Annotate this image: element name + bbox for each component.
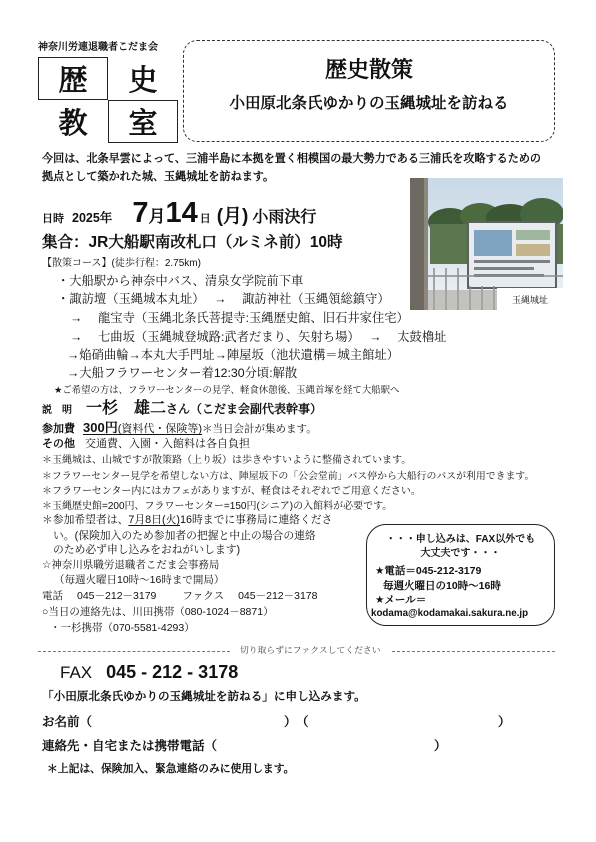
deadline-line: い。(保険加入のため参加者の把握と中止の場合の連絡 — [53, 530, 316, 542]
apply-line1: ・・・申し込みは、FAX以外でも — [385, 534, 536, 545]
apply-statement: 「小田原北条氏ゆかりの玉縄城址を訪ねる」に申し込みます。 — [42, 690, 366, 703]
guide-row — [42, 401, 322, 417]
schedule-year: 2025年 — [72, 211, 113, 225]
course-heading-row — [42, 259, 201, 269]
office-fax: 045－212－3178 — [238, 590, 318, 602]
signboard — [468, 222, 556, 288]
deadline-date: 7月8日(火) — [128, 514, 180, 526]
deadline-prefix: ＊参加希望者は、 — [42, 514, 129, 526]
paren-close: ） — [434, 739, 447, 753]
intro-line: 拠点として築かれた城、玉縄城址を訪ねます。 — [42, 171, 275, 183]
fee-detail: (資料代・保険等) — [117, 423, 203, 435]
course-note: ★ご希望の方は、フラワーセンターの見学、軽食休憩後、玉縄首塚を経て大船駅へ — [54, 384, 400, 395]
meeting-point: 集合：JR大船駅南改札口（ルミネ前）10時 — [42, 234, 343, 251]
deadline-line — [42, 515, 332, 526]
apply-phone: ★電話＝045-212-3179 — [375, 565, 482, 577]
apply-line2: 大丈夫です・・・ — [420, 548, 501, 559]
form-footnote: ＊上記は、保険加入、緊急連絡のみに使用します。 — [47, 763, 295, 775]
series-title-char: 室 — [108, 100, 178, 143]
paren-open: （ — [204, 739, 218, 753]
header-box — [183, 40, 555, 142]
fax-label: FAX — [60, 663, 93, 682]
cut-line-left — [38, 651, 230, 652]
paren-close: ） — [284, 715, 297, 729]
other-row — [42, 439, 250, 450]
note-line: ＊玉縄城は、山城ですが散策路（上り坂）は歩きやすいように整備されています。 — [42, 455, 412, 466]
course-line: → 龍宝寺（玉縄北条氏菩提寺:玉縄歴史館、旧石井家住宅） — [70, 311, 409, 325]
photo-caption: 玉縄城址 — [497, 288, 563, 310]
fax-number-row — [60, 663, 238, 681]
course-line: →大船フラワーセンター着12:30分頃:解散 — [67, 366, 298, 380]
fee-label: 参加費 — [42, 423, 75, 435]
contact-guide: ・一杉携帯（070-5581-4293） — [50, 622, 195, 634]
contact-day: ○当日の連絡先は、川田携帯（080-1024－8871） — [42, 606, 274, 618]
building-post — [410, 178, 424, 310]
schedule-month-unit: 月 — [148, 207, 166, 226]
schedule-day: 14 — [165, 197, 198, 229]
paren-open: （ — [79, 715, 93, 729]
guide-suffix: さん（こだま会副代表幹事） — [166, 402, 323, 416]
course-line: → 七曲坂（玉縄城登城路:武者だまり、矢射ち場） → 太鼓櫓址 — [70, 330, 447, 344]
fax-number: 045 - 212 - 3178 — [106, 662, 239, 682]
schedule-label: 日時 — [42, 213, 64, 225]
contact-label: 連絡先・自宅または携帯電話 — [42, 739, 205, 753]
series-title-grid — [38, 57, 178, 143]
office-tel: 045－212－3179 — [77, 590, 157, 602]
fee-note: ＊当日会計が集めます。 — [202, 423, 317, 435]
apply-mail-label: ★メール＝ — [375, 594, 427, 606]
intro-line: 今回は、北条早雲によって、三浦半島に本拠を置く相模国の最大勢力である三浦氏を攻略するための — [42, 153, 542, 165]
guide-label: 説 明 — [42, 405, 72, 416]
course-line: ・大船駅から神奈中バス、清泉女学院前下車 — [57, 274, 304, 288]
office-fax-label: ファクス — [182, 590, 225, 602]
course-line: →焔硝曲輪→本丸大手門址→陣屋坂（池状遺構＝城主館址） — [67, 348, 400, 362]
series-title-char: 史 — [128, 63, 158, 97]
fee-row — [42, 421, 317, 435]
deadline-line: のため必ず申し込みをおねがいします) — [53, 544, 241, 556]
name-label: お名前 — [42, 715, 80, 729]
contact-label-row — [42, 740, 217, 753]
other-text: 交通費、入園・入館料は各自負担 — [85, 438, 250, 450]
schedule-weather-note: 小雨決行 — [252, 209, 317, 226]
note-line: ＊フラワーセンター見学を希望しない方は、陣屋坂下の「公会堂前」バス停から大船行のバスが利用できます。 — [42, 471, 535, 482]
cut-line-text: 切り取らずにファクスしてください — [240, 645, 381, 655]
office-hours: （毎週火曜日10時～16時まで開局） — [54, 574, 225, 586]
other-label: その他 — [42, 438, 75, 450]
organization-name: 神奈川労連退職者こだま会 — [38, 42, 158, 53]
course-distance: (徒歩行程：2.75km) — [111, 258, 201, 269]
name-label-row — [42, 716, 92, 729]
castle-site-photo — [410, 178, 563, 310]
office-name: ☆神奈川県職労退職者こだま会事務局 — [42, 559, 220, 571]
schedule-day-unit: 日 — [199, 213, 211, 225]
cut-line-right — [392, 651, 555, 652]
apply-info-box — [366, 524, 555, 626]
paren-close: ） — [498, 715, 511, 729]
office-phone-row — [42, 591, 318, 602]
note-line: ＊玉縄歴史館=200円、フラワーセンター=150円(シニア)の入館料が必要です。 — [42, 501, 393, 512]
apply-mail: kodama@kodamakai.sakura.ne.jp — [371, 608, 529, 619]
page-title: 歴史散策 — [324, 57, 413, 83]
schedule-row — [42, 199, 316, 228]
deadline-rest: 16時までに事務局に連絡くださ — [179, 514, 333, 526]
schedule-month: 7 — [132, 197, 149, 229]
office-tel-label: 電話 — [42, 590, 63, 602]
fee-amount: 300円 — [83, 420, 118, 435]
schedule-weekday: (月) — [216, 206, 249, 227]
note-line: ＊フラワーセンター内にはカフェがありますが、軽食はそれぞれでご用意ください。 — [42, 486, 421, 497]
guide-name: 一杉 雄二 — [86, 400, 167, 417]
series-title-char: 歴 — [38, 57, 108, 100]
page-subtitle: 小田原北条氏ゆかりの玉縄城址を訪ねる — [229, 95, 509, 112]
series-title-char: 教 — [58, 106, 88, 140]
course-heading: 【散策コース】 — [42, 258, 112, 269]
course-line: ・諏訪壇（玉縄城本丸址） → 諏訪神社（玉縄領総鎮守） — [57, 292, 390, 306]
paren-open: （ — [296, 715, 309, 729]
apply-phone-hours: 毎週火曜日の10時～16時 — [383, 580, 501, 592]
